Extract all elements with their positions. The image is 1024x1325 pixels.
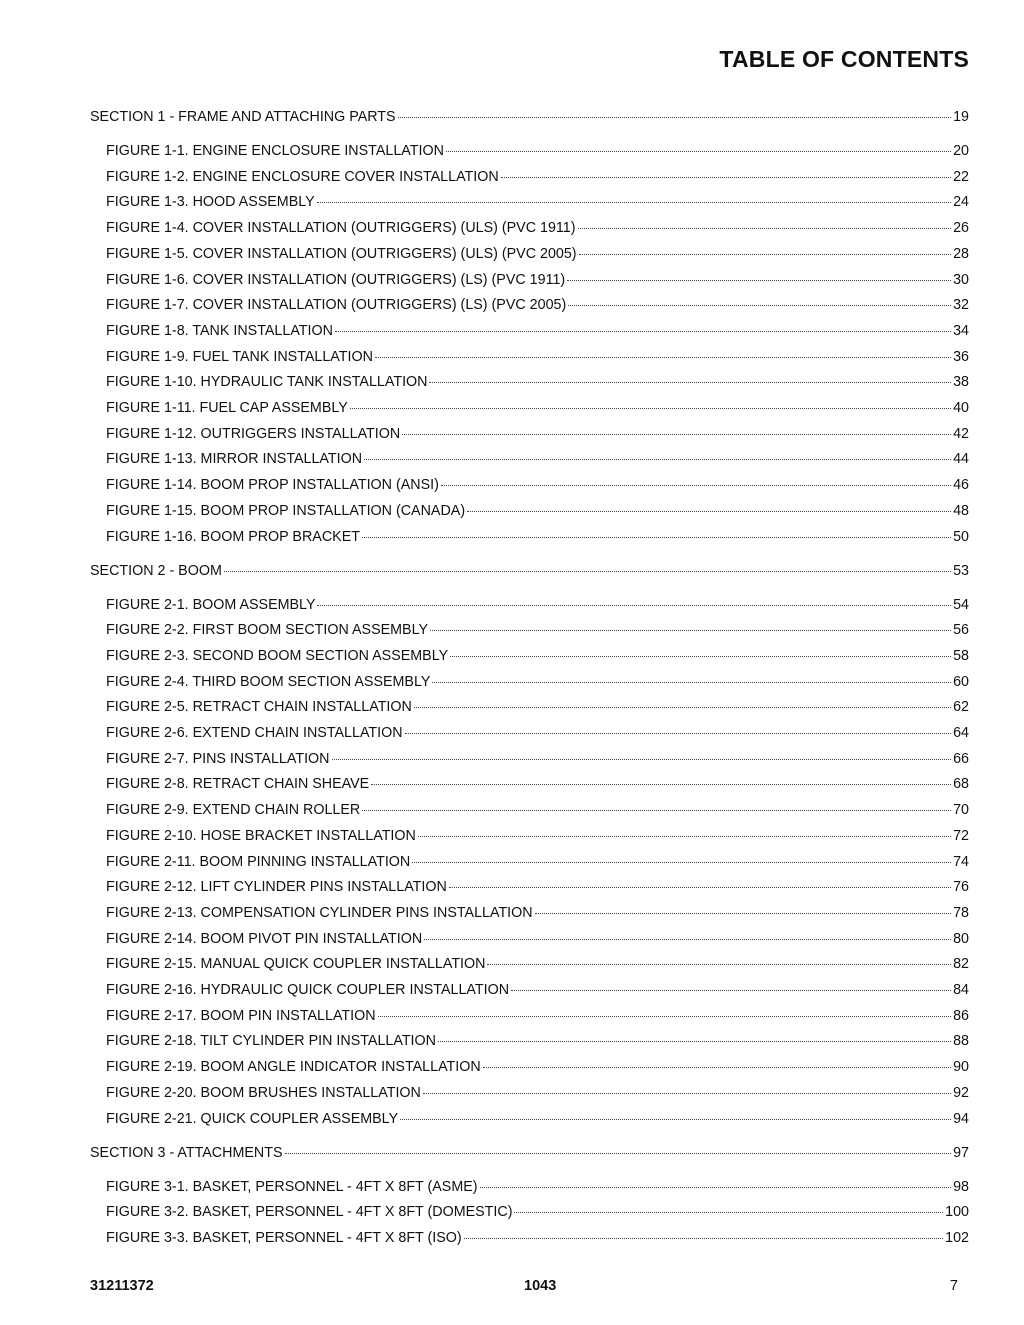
dot-leader [480,1187,952,1188]
toc-entry-label: FIGURE 2-12. LIFT CYLINDER PINS INSTALLATION [106,879,447,896]
toc-entry-page: 50 [953,528,969,545]
toc-figure-entry[interactable] [106,271,969,289]
toc-entry-page: 36 [953,348,969,365]
dot-leader [568,305,951,306]
toc-entry-label: SECTION 2 - BOOM [90,562,222,579]
toc-entry-page: 72 [953,827,969,844]
toc-entry-page: 86 [953,1007,969,1024]
dot-leader [285,1153,952,1154]
toc-entry-label: FIGURE 3-2. BASKET, PERSONNEL - 4FT X 8FT (DOMESTIC) [106,1204,513,1221]
toc-entry-page: 26 [953,220,969,237]
toc-figure-entry[interactable] [106,750,969,768]
dot-leader [514,1212,943,1213]
toc-figure-entry[interactable] [106,1007,969,1025]
toc-section-entry[interactable] [90,1144,969,1162]
toc-entry-page: 64 [953,725,969,741]
toc-entry-page: 100 [945,1204,969,1221]
dot-leader [375,357,951,358]
toc-entry-page: 19 [953,109,969,125]
toc-figure-entry[interactable] [106,1058,969,1076]
dot-leader [430,630,951,631]
toc-figure-entry[interactable] [106,476,969,494]
toc-entry-page: 82 [953,956,969,973]
footer-model: 1043 [524,1278,557,1294]
toc-entry-label: FIGURE 2-13. COMPENSATION CYLINDER PINS INSTALLATION [106,904,533,921]
toc-entry-page: 76 [953,879,969,896]
toc-entry-label: FIGURE 1-8. TANK INSTALLATION [106,322,333,339]
toc-entry-label: FIGURE 2-11. BOOM PINNING INSTALLATION [106,853,411,870]
toc-entry-label: FIGURE 3-3. BASKET, PERSONNEL - 4FT X 8FT (ISO) [106,1229,462,1246]
toc-figure-entry[interactable] [106,775,969,793]
toc-entry-page: 28 [953,245,969,262]
toc-figure-entry[interactable] [106,528,969,546]
toc-entry-label: FIGURE 1-11. FUEL CAP ASSEMBLY [106,400,348,416]
toc-entry-label: FIGURE 2-20. BOOM BRUSHES INSTALLATION [106,1084,421,1101]
toc-figure-entry[interactable] [106,1178,969,1196]
toc-entry-label: FIGURE 1-2. ENGINE ENCLOSURE COVER INSTALLATION [106,168,499,185]
toc-figure-entry[interactable] [106,373,969,391]
toc-entry-page: 32 [953,297,969,314]
dot-leader [332,759,952,760]
toc-entry-page: 44 [953,451,969,468]
toc-entry-label: SECTION 3 - ATTACHMENTS [90,1144,283,1161]
toc-entry-label: FIGURE 2-16. HYDRAULIC QUICK COUPLER INSTALLATION [106,982,510,998]
toc-entry-label: FIGURE 1-3. HOOD ASSEMBLY [106,194,315,211]
toc-figure-entry[interactable] [106,955,969,973]
dot-leader [398,117,952,118]
toc-entry-page: 53 [953,562,969,579]
footer-page-number: 7 [949,1278,958,1294]
toc-figure-entry[interactable] [106,348,969,366]
dot-leader [429,382,951,383]
dot-leader [362,537,951,538]
toc-figure-entry[interactable] [106,698,969,716]
toc-entry-page: 60 [953,673,969,690]
toc-entry-page: 80 [953,930,969,947]
dot-leader [450,656,951,657]
toc-entry-page: 34 [953,322,969,339]
toc-entry-label: FIGURE 2-3. SECOND BOOM SECTION ASSEMBLY [106,647,449,664]
toc-entry-page: 84 [953,982,969,998]
dot-leader [501,177,951,178]
toc-entry-page: 68 [953,776,969,793]
toc-entry-page: 90 [953,1059,969,1076]
dot-leader [446,151,951,152]
dot-leader [438,1041,951,1042]
toc-figure-entry[interactable] [106,399,969,417]
toc-entry-label: FIGURE 1-15. BOOM PROP INSTALLATION (CANADA) [106,502,466,519]
dot-leader [535,913,951,914]
dot-leader [432,682,951,683]
toc-entry-label: FIGURE 2-9. EXTEND CHAIN ROLLER [106,802,361,819]
toc-entry-label: FIGURE 2-2. FIRST BOOM SECTION ASSEMBLY [106,622,429,639]
dot-leader [364,459,951,460]
toc-entry-page: 42 [953,425,969,442]
toc-entry-label: FIGURE 2-19. BOOM ANGLE INDICATOR INSTALLATION [106,1059,481,1076]
dot-leader [467,511,951,512]
dot-leader [402,434,951,435]
toc-entry-page: 102 [945,1229,969,1246]
toc-entry-label: FIGURE 2-4. THIRD BOOM SECTION ASSEMBLY [106,673,431,690]
toc-figure-entry[interactable] [106,827,969,845]
toc-entry-page: 78 [953,904,969,921]
toc-entry-label: FIGURE 1-16. BOOM PROP BRACKET [106,528,360,545]
toc-entry-label: FIGURE 1-1. ENGINE ENCLOSURE INSTALLATION [106,143,444,159]
dot-leader [350,408,951,409]
dot-leader [224,571,951,572]
toc-entry-page: 30 [953,271,969,288]
toc-section-entry[interactable] [90,108,969,126]
toc-entry-label: FIGURE 2-15. MANUAL QUICK COUPLER INSTALLATION [106,956,486,973]
toc-entry-label: FIGURE 2-10. HOSE BRACKET INSTALLATION [106,827,416,844]
toc-entry-page: 62 [953,699,969,716]
toc-entry-page: 70 [953,802,969,819]
toc-entry-label: FIGURE 1-4. COVER INSTALLATION (OUTRIGGERS) (ULS) (PVC 1911) [106,220,576,237]
toc-figure-entry[interactable] [106,1203,969,1221]
dot-leader [371,784,951,785]
toc-entry-label: FIGURE 2-21. QUICK COUPLER ASSEMBLY [106,1110,399,1127]
toc-entry-label: FIGURE 1-9. FUEL TANK INSTALLATION [106,348,373,365]
dot-leader [400,1119,951,1120]
toc-section-entry[interactable] [90,562,969,580]
toc-entry-page: 40 [953,400,969,416]
toc-figure-entry[interactable] [106,1084,969,1102]
toc-entry-page: 22 [953,168,969,185]
toc-figure-entry[interactable] [106,904,969,922]
toc-figure-entry[interactable] [106,930,969,948]
dot-leader [317,202,951,203]
toc-figure-entry[interactable] [106,647,969,665]
toc-entry-page: 54 [953,596,969,613]
toc-entry-label: FIGURE 2-1. BOOM ASSEMBLY [106,596,316,613]
dot-leader [578,228,952,229]
dot-leader [487,964,951,965]
toc-figure-entry[interactable] [106,853,969,871]
toc-entry-label: FIGURE 2-17. BOOM PIN INSTALLATION [106,1007,376,1024]
toc-figure-entry[interactable] [106,596,969,614]
toc-entry-label: FIGURE 1-5. COVER INSTALLATION (OUTRIGGERS) (ULS) (PVC 2005) [106,245,577,262]
toc-figure-entry[interactable] [106,322,969,340]
toc-entry-label: FIGURE 1-14. BOOM PROP INSTALLATION (ANSI) [106,477,439,494]
dot-leader [317,605,951,606]
toc-entry-label: FIGURE 2-6. EXTEND CHAIN INSTALLATION [106,725,403,741]
dot-leader [567,280,951,281]
toc-entry-label: FIGURE 1-10. HYDRAULIC TANK INSTALLATION [106,374,428,391]
dot-leader [423,1093,951,1094]
toc-entry-label: FIGURE 2-14. BOOM PIVOT PIN INSTALLATION [106,930,423,947]
dot-leader [424,939,951,940]
toc-entry-page: 66 [953,750,969,767]
toc-entry-page: 24 [953,194,969,211]
toc-entry-label: FIGURE 1-6. COVER INSTALLATION (OUTRIGGERS) (LS) (PVC 1911) [106,271,566,288]
toc-entry-label: FIGURE 1-7. COVER INSTALLATION (OUTRIGGERS) (LS) (PVC 2005) [106,297,567,314]
toc-figure-entry[interactable] [106,168,969,186]
toc-entry-label: FIGURE 2-18. TILT CYLINDER PIN INSTALLATION [106,1033,436,1050]
dot-leader [511,990,951,991]
toc-figure-entry[interactable] [106,193,969,211]
toc-figure-entry[interactable] [106,245,969,263]
dot-leader [449,887,951,888]
toc-figure-entry[interactable] [106,502,969,520]
toc-entry-label: FIGURE 2-5. RETRACT CHAIN INSTALLATION [106,699,412,716]
toc-entry-label: FIGURE 1-12. OUTRIGGERS INSTALLATION [106,425,401,442]
toc-entry-label: FIGURE 2-8. RETRACT CHAIN SHEAVE [106,776,370,793]
dot-leader [483,1067,951,1068]
toc-entry-page: 58 [953,647,969,664]
dot-leader [441,485,951,486]
dot-leader [335,331,951,332]
dot-leader [378,1016,952,1017]
toc-figure-entry[interactable] [106,1229,969,1247]
toc-figure-entry[interactable] [106,450,969,468]
dot-leader [412,862,951,863]
dot-leader [414,707,951,708]
toc-entry-label: SECTION 1 - FRAME AND ATTACHING PARTS [90,109,396,125]
toc-figure-entry[interactable] [106,981,969,999]
footer-part-number: 31211372 [90,1278,154,1294]
toc-entry-label: FIGURE 1-13. MIRROR INSTALLATION [106,451,363,468]
toc-entry-page: 46 [953,477,969,494]
toc-entry-page: 74 [953,853,969,870]
page-title: TABLE OF CONTENTS [719,46,969,72]
toc-figure-entry[interactable] [106,1110,969,1128]
toc-figure-entry[interactable] [106,296,969,314]
dot-leader [579,254,952,255]
toc-entry-page: 88 [953,1033,969,1050]
toc-entry-page: 97 [953,1144,969,1161]
dot-leader [362,810,951,811]
toc-entry-page: 20 [953,143,969,159]
toc-entry-label: FIGURE 2-7. PINS INSTALLATION [106,750,330,767]
dot-leader [405,733,952,734]
toc-figure-entry[interactable] [106,621,969,639]
toc-entry-label: FIGURE 3-1. BASKET, PERSONNEL - 4FT X 8FT (ASME) [106,1178,478,1195]
toc-entry-page: 94 [953,1110,969,1127]
toc-entry-page: 38 [953,374,969,391]
toc-figure-entry[interactable] [106,142,969,160]
toc-figure-entry[interactable] [106,724,969,742]
toc-entry-page: 56 [953,622,969,639]
toc-figure-entry[interactable] [106,425,969,443]
toc-figure-entry[interactable] [106,673,969,691]
toc-figure-entry[interactable] [106,801,969,819]
toc-entry-page: 48 [953,502,969,519]
toc-entry-page: 98 [953,1178,969,1195]
dot-leader [418,836,951,837]
toc-figure-entry[interactable] [106,1032,969,1050]
dot-leader [464,1238,943,1239]
toc-figure-entry[interactable] [106,219,969,237]
toc-figure-entry[interactable] [106,878,969,896]
toc-entry-page: 92 [953,1084,969,1101]
